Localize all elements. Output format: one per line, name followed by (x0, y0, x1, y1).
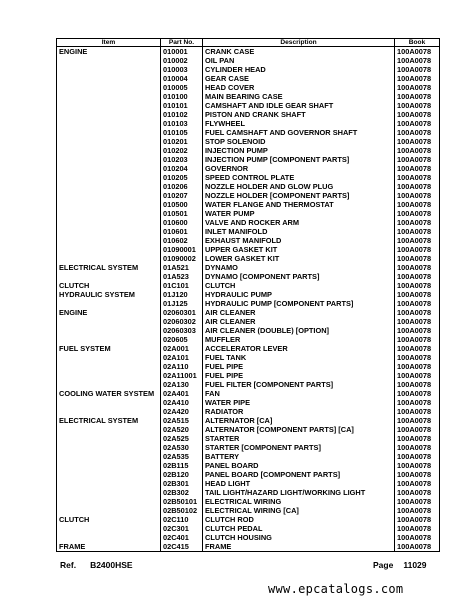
table-row (57, 245, 440, 254)
cell-item (57, 407, 161, 416)
cell-item (57, 398, 161, 407)
cell-item (57, 128, 161, 137)
cell-part-no: 010207 (161, 191, 203, 200)
cell-item (57, 524, 161, 533)
cell-part-no: 01A521 (161, 263, 203, 272)
cell-description: BATTERY (203, 452, 395, 461)
cell-item (57, 254, 161, 263)
cell-part-no: 010105 (161, 128, 203, 137)
cell-part-no: 010205 (161, 173, 203, 182)
cell-item (57, 65, 161, 74)
cell-book: 100A0078 (395, 362, 440, 371)
cell-part-no: 010100 (161, 92, 203, 101)
cell-book: 100A0078 (395, 101, 440, 110)
cell-item (57, 227, 161, 236)
cell-book: 100A0078 (395, 542, 440, 552)
cell-part-no: 02A101 (161, 353, 203, 362)
table-row (57, 461, 440, 470)
cell-part-no: 02A515 (161, 416, 203, 425)
cell-item (57, 506, 161, 515)
cell-part-no: 02C301 (161, 524, 203, 533)
cell-description: NOZZLE HOLDER [COMPONENT PARTS] (203, 191, 395, 200)
cell-book: 100A0078 (395, 308, 440, 317)
cell-description: INLET MANIFOLD (203, 227, 395, 236)
table-row (57, 317, 440, 326)
ref-label: Ref. (60, 560, 77, 570)
cell-part-no: 02A530 (161, 443, 203, 452)
table-body (57, 47, 440, 552)
cell-description: ALTERNATOR [CA] (203, 416, 395, 425)
table-row (57, 533, 440, 542)
cell-book: 100A0078 (395, 335, 440, 344)
cell-item (57, 362, 161, 371)
cell-item: CLUTCH (57, 281, 161, 290)
table-row (57, 110, 440, 119)
cell-description: MUFFLER (203, 335, 395, 344)
cell-book: 100A0078 (395, 470, 440, 479)
cell-item (57, 164, 161, 173)
footer-reference (60, 560, 133, 570)
cell-part-no: 02B120 (161, 470, 203, 479)
cell-part-no: 010206 (161, 182, 203, 191)
table-row (57, 92, 440, 101)
cell-description: PANEL BOARD (203, 461, 395, 470)
cell-part-no: 02A110 (161, 362, 203, 371)
cell-description: FUEL FILTER [COMPONENT PARTS] (203, 380, 395, 389)
cell-description: PANEL BOARD [COMPONENT PARTS] (203, 470, 395, 479)
table-row (57, 344, 440, 353)
cell-description: AIR CLEANER (DOUBLE) [OPTION] (203, 326, 395, 335)
cell-book: 100A0078 (395, 461, 440, 470)
cell-description: HYDRAULIC PUMP (203, 290, 395, 299)
cell-item: COOLING WATER SYSTEM (57, 389, 161, 398)
cell-book: 100A0078 (395, 110, 440, 119)
cell-description: CRANK CASE (203, 47, 395, 57)
header-description: Description (203, 39, 395, 47)
cell-item (57, 452, 161, 461)
cell-book: 100A0078 (395, 56, 440, 65)
cell-part-no: 01J125 (161, 299, 203, 308)
cell-part-no: 02B50102 (161, 506, 203, 515)
cell-description: STOP SOLENOID (203, 137, 395, 146)
cell-item (57, 434, 161, 443)
cell-item (57, 479, 161, 488)
table-row (57, 155, 440, 164)
cell-book: 100A0078 (395, 272, 440, 281)
cell-item (57, 119, 161, 128)
table-row (57, 218, 440, 227)
cell-book: 100A0078 (395, 92, 440, 101)
cell-part-no: 01A523 (161, 272, 203, 281)
header-part-no: Part No. (161, 39, 203, 47)
cell-part-no: 01J120 (161, 290, 203, 299)
cell-book: 100A0078 (395, 389, 440, 398)
cell-description: AIR CLEANER (203, 317, 395, 326)
cell-item: FRAME (57, 542, 161, 552)
cell-description: RADIATOR (203, 407, 395, 416)
table-row (57, 254, 440, 263)
watermark-text: www.epcatalogs.com (268, 582, 404, 596)
cell-item (57, 425, 161, 434)
cell-item (57, 236, 161, 245)
cell-part-no: 02B115 (161, 461, 203, 470)
cell-description: CLUTCH HOUSING (203, 533, 395, 542)
table-row (57, 227, 440, 236)
table-row (57, 308, 440, 317)
cell-item (57, 443, 161, 452)
cell-part-no: 02A525 (161, 434, 203, 443)
table-row (57, 443, 440, 452)
table-row (57, 182, 440, 191)
table-row (57, 137, 440, 146)
cell-description: DYNAMO [COMPONENT PARTS] (203, 272, 395, 281)
table-row (57, 434, 440, 443)
ref-value: B2400HSE (90, 560, 133, 570)
cell-item (57, 110, 161, 119)
table-header-row (57, 39, 440, 47)
cell-item (57, 272, 161, 281)
cell-book: 100A0078 (395, 443, 440, 452)
cell-book: 100A0078 (395, 227, 440, 236)
cell-book: 100A0078 (395, 182, 440, 191)
cell-book: 100A0078 (395, 65, 440, 74)
table-row (57, 389, 440, 398)
cell-description: OIL PAN (203, 56, 395, 65)
cell-part-no: 02C401 (161, 533, 203, 542)
cell-book: 100A0078 (395, 245, 440, 254)
table-row (57, 506, 440, 515)
cell-part-no: 010201 (161, 137, 203, 146)
cell-book: 100A0078 (395, 281, 440, 290)
table-row (57, 128, 440, 137)
table-row (57, 272, 440, 281)
cell-part-no: 010601 (161, 227, 203, 236)
table-row (57, 65, 440, 74)
cell-book: 100A0078 (395, 218, 440, 227)
cell-book: 100A0078 (395, 434, 440, 443)
cell-description: HEAD LIGHT (203, 479, 395, 488)
table-row (57, 101, 440, 110)
cell-book: 100A0078 (395, 497, 440, 506)
cell-description: EXHAUST MANIFOLD (203, 236, 395, 245)
cell-description: HYDRAULIC PUMP [COMPONENT PARTS] (203, 299, 395, 308)
cell-book: 100A0078 (395, 533, 440, 542)
table-row (57, 362, 440, 371)
table-row (57, 497, 440, 506)
cell-item (57, 371, 161, 380)
cell-part-no: 02C415 (161, 542, 203, 552)
cell-item (57, 353, 161, 362)
cell-part-no: 02A410 (161, 398, 203, 407)
cell-item: ENGINE (57, 47, 161, 57)
cell-item (57, 146, 161, 155)
cell-item (57, 101, 161, 110)
cell-part-no: 010005 (161, 83, 203, 92)
cell-description: FUEL PIPE (203, 362, 395, 371)
table-row (57, 452, 440, 461)
cell-book: 100A0078 (395, 506, 440, 515)
cell-item (57, 488, 161, 497)
cell-description: LOWER GASKET KIT (203, 254, 395, 263)
table-row (57, 164, 440, 173)
cell-book: 100A0078 (395, 479, 440, 488)
cell-book: 100A0078 (395, 515, 440, 524)
cell-book: 100A0078 (395, 146, 440, 155)
table-row (57, 200, 440, 209)
cell-book: 100A0078 (395, 173, 440, 182)
cell-part-no: 010202 (161, 146, 203, 155)
table-row (57, 542, 440, 552)
cell-book: 100A0078 (395, 452, 440, 461)
cell-book: 100A0078 (395, 380, 440, 389)
cell-item: CLUTCH (57, 515, 161, 524)
cell-item: ENGINE (57, 308, 161, 317)
cell-description: AIR CLEANER (203, 308, 395, 317)
cell-part-no: 010102 (161, 110, 203, 119)
cell-description: HEAD COVER (203, 83, 395, 92)
cell-description: WATER PIPE (203, 398, 395, 407)
cell-book: 100A0078 (395, 164, 440, 173)
cell-description: CAMSHAFT AND IDLE GEAR SHAFT (203, 101, 395, 110)
cell-book: 100A0078 (395, 47, 440, 57)
cell-book: 100A0078 (395, 83, 440, 92)
cell-item: ELECTRICAL SYSTEM (57, 263, 161, 272)
cell-book: 100A0078 (395, 263, 440, 272)
cell-book: 100A0078 (395, 317, 440, 326)
cell-part-no: 010103 (161, 119, 203, 128)
cell-part-no: 010602 (161, 236, 203, 245)
cell-book: 100A0078 (395, 119, 440, 128)
table-row (57, 119, 440, 128)
cell-item: ELECTRICAL SYSTEM (57, 416, 161, 425)
cell-part-no: 02A401 (161, 389, 203, 398)
cell-item: HYDRAULIC SYSTEM (57, 290, 161, 299)
cell-description: STARTER [COMPONENT PARTS] (203, 443, 395, 452)
cell-book: 100A0078 (395, 209, 440, 218)
cell-description: WATER FLANGE AND THERMOSTAT (203, 200, 395, 209)
cell-item (57, 218, 161, 227)
cell-description: INJECTION PUMP [COMPONENT PARTS] (203, 155, 395, 164)
table-row (57, 74, 440, 83)
cell-book: 100A0078 (395, 254, 440, 263)
cell-description: INJECTION PUMP (203, 146, 395, 155)
cell-book: 100A0078 (395, 137, 440, 146)
cell-item (57, 173, 161, 182)
cell-description: TAIL LIGHT/HAZARD LIGHT/WORKING LIGHT (203, 488, 395, 497)
parts-table (56, 38, 440, 552)
cell-description: GEAR CASE (203, 74, 395, 83)
cell-book: 100A0078 (395, 128, 440, 137)
cell-description: SPEED CONTROL PLATE (203, 173, 395, 182)
cell-part-no: 02060302 (161, 317, 203, 326)
cell-item (57, 155, 161, 164)
table-row (57, 56, 440, 65)
cell-part-no: 010004 (161, 74, 203, 83)
table-row (57, 299, 440, 308)
cell-item (57, 92, 161, 101)
cell-description: MAIN BEARING CASE (203, 92, 395, 101)
header-book: Book (395, 39, 440, 47)
cell-book: 100A0078 (395, 371, 440, 380)
cell-book: 100A0078 (395, 236, 440, 245)
cell-book: 100A0078 (395, 299, 440, 308)
cell-book: 100A0078 (395, 326, 440, 335)
table-row (57, 425, 440, 434)
cell-description: ELECTRICAL WIRING [CA] (203, 506, 395, 515)
table-row (57, 263, 440, 272)
cell-description: FUEL TANK (203, 353, 395, 362)
table-row (57, 83, 440, 92)
cell-description: STARTER (203, 434, 395, 443)
table-row (57, 371, 440, 380)
cell-description: DYNAMO (203, 263, 395, 272)
cell-part-no: 010204 (161, 164, 203, 173)
cell-book: 100A0078 (395, 200, 440, 209)
cell-book: 100A0078 (395, 290, 440, 299)
cell-book: 100A0078 (395, 425, 440, 434)
cell-book: 100A0078 (395, 488, 440, 497)
cell-book: 100A0078 (395, 353, 440, 362)
cell-part-no: 02A001 (161, 344, 203, 353)
cell-item (57, 245, 161, 254)
header-item: Item (57, 39, 161, 47)
cell-description: CYLINDER HEAD (203, 65, 395, 74)
table-row (57, 47, 440, 57)
cell-description: VALVE AND ROCKER ARM (203, 218, 395, 227)
cell-book: 100A0078 (395, 407, 440, 416)
cell-description: PISTON AND CRANK SHAFT (203, 110, 395, 119)
table-row (57, 209, 440, 218)
cell-book: 100A0078 (395, 416, 440, 425)
cell-item (57, 533, 161, 542)
cell-part-no: 010001 (161, 47, 203, 57)
cell-item: FUEL SYSTEM (57, 344, 161, 353)
table-row (57, 488, 440, 497)
cell-part-no: 02060303 (161, 326, 203, 335)
table-row (57, 353, 440, 362)
cell-item (57, 182, 161, 191)
cell-book: 100A0078 (395, 74, 440, 83)
cell-description: NOZZLE HOLDER AND GLOW PLUG (203, 182, 395, 191)
cell-part-no: 02B50101 (161, 497, 203, 506)
table-row (57, 407, 440, 416)
cell-description: ELECTRICAL WIRING (203, 497, 395, 506)
cell-part-no: 02A420 (161, 407, 203, 416)
table-row (57, 236, 440, 245)
cell-part-no: 010101 (161, 101, 203, 110)
cell-item (57, 326, 161, 335)
cell-item (57, 83, 161, 92)
cell-part-no: 010501 (161, 209, 203, 218)
cell-item (57, 209, 161, 218)
table-row (57, 335, 440, 344)
cell-part-no: 020605 (161, 335, 203, 344)
cell-book: 100A0078 (395, 398, 440, 407)
cell-item (57, 137, 161, 146)
cell-item (57, 461, 161, 470)
cell-description: FRAME (203, 542, 395, 552)
cell-item (57, 497, 161, 506)
cell-part-no: 02B302 (161, 488, 203, 497)
cell-part-no: 02A130 (161, 380, 203, 389)
cell-description: GOVERNOR (203, 164, 395, 173)
cell-item (57, 56, 161, 65)
cell-part-no: 010203 (161, 155, 203, 164)
cell-description: FUEL CAMSHAFT AND GOVERNOR SHAFT (203, 128, 395, 137)
table-row (57, 146, 440, 155)
cell-description: CLUTCH (203, 281, 395, 290)
cell-part-no: 01090002 (161, 254, 203, 263)
cell-item (57, 74, 161, 83)
cell-book: 100A0078 (395, 155, 440, 164)
cell-part-no: 010002 (161, 56, 203, 65)
page-number: 11029 (403, 560, 427, 570)
cell-part-no: 010500 (161, 200, 203, 209)
cell-part-no: 01090001 (161, 245, 203, 254)
cell-book: 100A0078 (395, 344, 440, 353)
cell-part-no: 02A520 (161, 425, 203, 434)
cell-description: ALTERNATOR [COMPONENT PARTS] [CA] (203, 425, 395, 434)
cell-part-no: 01C101 (161, 281, 203, 290)
cell-book: 100A0078 (395, 191, 440, 200)
table-row (57, 398, 440, 407)
cell-part-no: 02A535 (161, 452, 203, 461)
footer-page (373, 560, 427, 570)
cell-part-no: 010003 (161, 65, 203, 74)
cell-description: CLUTCH PEDAL (203, 524, 395, 533)
cell-part-no: 02A11001 (161, 371, 203, 380)
cell-item (57, 317, 161, 326)
cell-item (57, 191, 161, 200)
cell-description: UPPER GASKET KIT (203, 245, 395, 254)
table-row (57, 290, 440, 299)
cell-part-no: 010600 (161, 218, 203, 227)
cell-book: 100A0078 (395, 524, 440, 533)
cell-part-no: 02C110 (161, 515, 203, 524)
cell-description: FUEL PIPE (203, 371, 395, 380)
table-row (57, 281, 440, 290)
table-row (57, 380, 440, 389)
table-row (57, 470, 440, 479)
table-row (57, 173, 440, 182)
table-row (57, 479, 440, 488)
table-row (57, 416, 440, 425)
cell-item (57, 299, 161, 308)
cell-item (57, 380, 161, 389)
cell-description: FAN (203, 389, 395, 398)
cell-item (57, 200, 161, 209)
cell-item (57, 335, 161, 344)
cell-part-no: 02B301 (161, 479, 203, 488)
cell-description: FLYWHEEL (203, 119, 395, 128)
table-row (57, 191, 440, 200)
cell-description: ACCELERATOR LEVER (203, 344, 395, 353)
cell-description: WATER PUMP (203, 209, 395, 218)
table-row (57, 326, 440, 335)
cell-item (57, 470, 161, 479)
table-row (57, 524, 440, 533)
page-label: Page (373, 560, 394, 570)
table-row (57, 515, 440, 524)
cell-description: CLUTCH ROD (203, 515, 395, 524)
cell-part-no: 02060301 (161, 308, 203, 317)
